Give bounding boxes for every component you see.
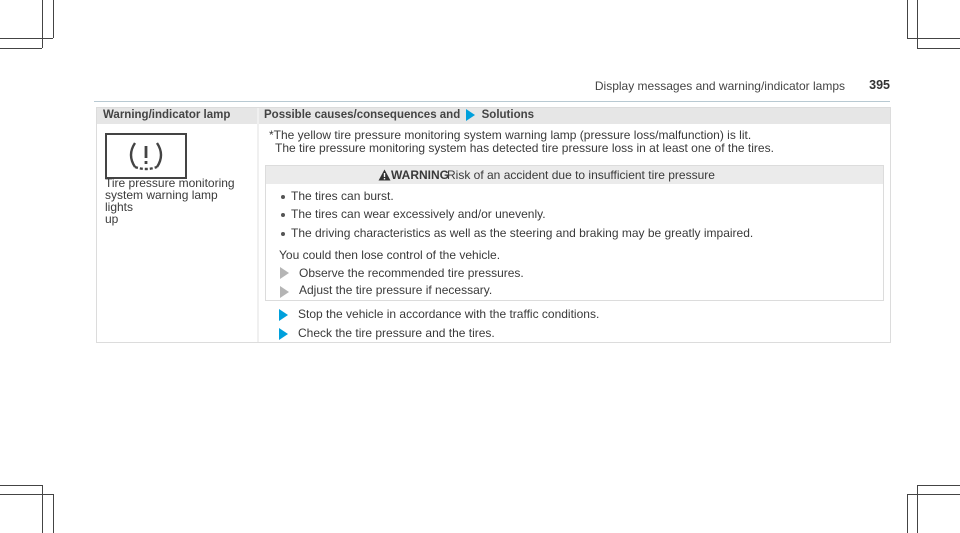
bullet-icon: [281, 232, 285, 236]
col-header-causes: [264, 109, 534, 121]
crop-mark: [53, 0, 54, 38]
arrow-right-icon: [466, 109, 475, 121]
crop-mark: [53, 494, 54, 533]
crop-mark: [907, 494, 908, 533]
section-title: Display messages and warning/indicator lamps: [594, 79, 845, 93]
warning-bullet: The tires can wear excessively and/or unevenly.: [291, 207, 546, 221]
column-divider: [257, 108, 259, 342]
page-number: 395: [869, 78, 890, 92]
step-arrow-icon: [280, 267, 289, 279]
crop-mark: [42, 0, 43, 48]
lamp-caption-line: Tire pressure monitoring: [105, 176, 235, 190]
solution-arrow-icon: [279, 309, 288, 321]
lamp-caption: [105, 177, 245, 225]
warning-step: Adjust the tire pressure if necessary.: [299, 283, 493, 297]
solution-arrow-icon: [279, 328, 288, 340]
crop-mark: [907, 494, 960, 495]
table-header-row: [97, 108, 890, 124]
crop-mark: [907, 0, 908, 38]
cause-line: The tire pressure monitoring system has detected tire pressure loss in at least one of the tires.: [275, 141, 774, 155]
col-header-causes-text: Possible causes/consequences and: [264, 109, 461, 122]
step-arrow-icon: [280, 286, 289, 298]
col-header-lamp: Warning/indicator lamp: [103, 109, 231, 121]
warning-consequence: You could then lose control of the vehicle.: [279, 248, 501, 262]
crop-mark: [0, 485, 42, 486]
crop-mark: [0, 38, 53, 39]
warning-label: WARNING: [391, 168, 449, 182]
warning-triangle-icon: [378, 169, 391, 181]
col-header-solutions: Solutions: [481, 109, 535, 122]
page-header: [94, 79, 890, 102]
warning-box: [265, 165, 884, 301]
warning-bullet: The tires can burst.: [291, 189, 394, 203]
solution-step: Check the tire pressure and the tires.: [298, 326, 495, 340]
crop-mark: [917, 48, 960, 49]
crop-mark: [917, 485, 918, 533]
warning-header: [266, 166, 883, 184]
warning-title: Risk of an accident due to insufficient tire pressure: [447, 168, 715, 182]
crop-mark: [907, 38, 960, 39]
crop-mark: [42, 485, 43, 533]
warning-step: Observe the recommended tire pressures.: [299, 266, 524, 280]
tire-pressure-warning-icon: [105, 133, 187, 179]
crop-mark: [0, 48, 42, 49]
solution-step: Stop the vehicle in accordance with the traffic conditions.: [298, 307, 600, 321]
crop-mark: [917, 0, 918, 48]
bullet-icon: [281, 195, 285, 199]
warning-bullet: The driving characteristics as well as the steering and braking may be greatly impaired.: [291, 226, 754, 240]
cause-line: *The yellow tire pressure monitoring system warning lamp (pressure loss/malfunction) is lit.: [269, 128, 752, 142]
lamp-caption-line: system warning lamp lights: [105, 188, 218, 214]
crop-mark: [917, 485, 960, 486]
bullet-icon: [281, 213, 285, 217]
lamp-caption-line: up: [105, 212, 119, 226]
warning-lamp-table: [96, 107, 891, 343]
crop-mark: [0, 494, 53, 495]
